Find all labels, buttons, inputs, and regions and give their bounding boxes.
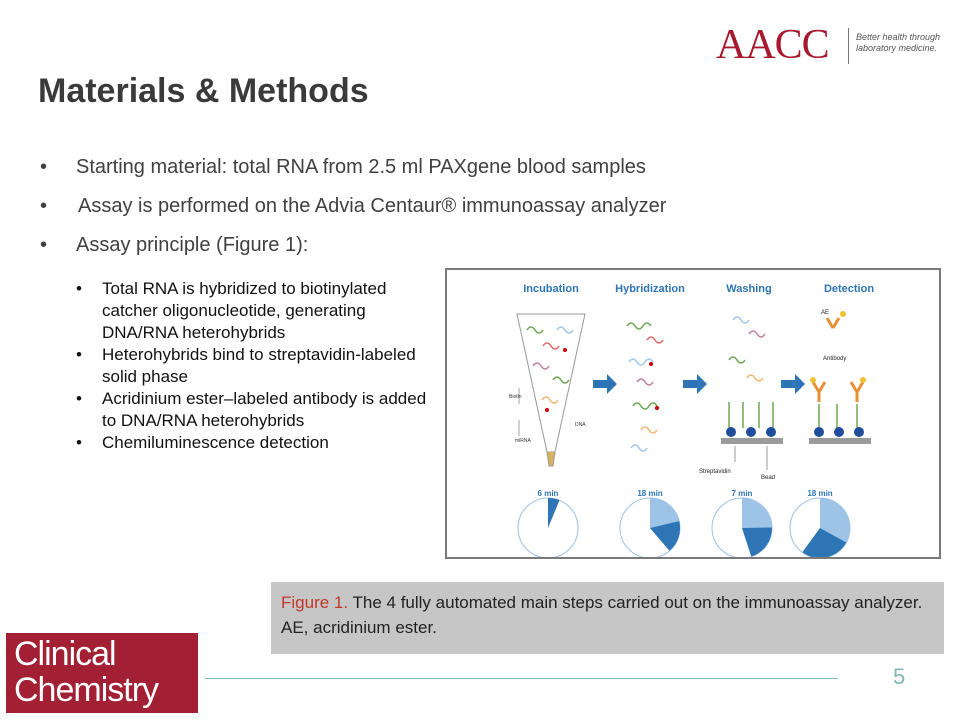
aacc-tagline-line1: Better health through [856, 32, 941, 42]
assay-figure [445, 268, 941, 559]
slide-title: Materials & Methods [38, 72, 369, 110]
caption-text [281, 590, 936, 640]
step-incubation-label: Incubation [523, 283, 579, 295]
journal-logo-line2: Chemistry [14, 671, 159, 709]
time-label-detection: 18 min [807, 489, 833, 498]
label-ae: AE [821, 310, 830, 316]
sub-bullet-item [76, 344, 438, 388]
bullet-dot: • [40, 234, 48, 256]
bullet-text: Assay principle (Figure 1): [76, 234, 309, 256]
aacc-logo-wordmark: AACC [716, 22, 829, 68]
assay-diagram [447, 270, 939, 557]
sub-bullet-item [76, 432, 438, 454]
step-detection-label: Detection [823, 283, 875, 295]
bullet-dot: • [40, 156, 48, 178]
step-arrows [593, 374, 805, 394]
arrow-hybridization-washing-icon [683, 374, 707, 394]
time-label-hybridization: 18 min [637, 489, 663, 498]
caption-label: Figure 1. [281, 593, 349, 612]
washing-illustration [699, 317, 783, 481]
sub-bullet-item [76, 278, 438, 344]
time-pies [518, 498, 850, 557]
sub-bullet-text: Acridinium ester–labeled antibody is added to DNA/RNA heterohybrids [102, 389, 427, 430]
bullet-dot: • [40, 195, 48, 217]
aacc-tagline [856, 32, 940, 54]
label-streptavidin: Streptavidin [699, 469, 731, 475]
bullet-text: Assay is performed on the Advia Centaur® immunoassay analyzer [78, 195, 667, 217]
label-antibody: Antibody [823, 356, 847, 362]
step-hybridization-label: Hybridization [615, 283, 685, 295]
sub-bullet-dot: • [76, 433, 82, 452]
label-bead: Bead [761, 475, 776, 481]
step-washing-label: Washing [726, 283, 772, 295]
figure-caption [271, 582, 944, 654]
aacc-tagline-line2: laboratory medicine. [856, 43, 938, 53]
time-label-incubation: 6 min [537, 489, 559, 498]
bullet-text: Starting material: total RNA from 2.5 ml PAXgene blood samples [76, 156, 646, 178]
caption-body: The 4 fully automated main steps carried out on the immunoassay analyzer. AE, acridinium ester. [281, 593, 923, 637]
detection-illustration [809, 310, 871, 444]
sub-bullet-list [76, 278, 438, 454]
footer-divider [205, 678, 838, 679]
label-dna: DNA [575, 422, 586, 428]
incubation-tube-illustration [509, 314, 586, 466]
sub-bullet-dot: • [76, 345, 82, 364]
aacc-logo [716, 22, 946, 68]
logo-divider [848, 28, 849, 64]
arrow-washing-detection-icon [781, 374, 805, 394]
sub-bullet-text: Total RNA is hybridized to biotinylated catcher oligonucleotide, generating DNA/RNA heterohybrids [102, 279, 387, 342]
sub-bullet-dot: • [76, 279, 82, 298]
time-label-washing: 7 min [731, 489, 753, 498]
hybridization-illustration [627, 323, 663, 451]
label-biotin: Biotin [509, 394, 522, 400]
clinical-chemistry-logo [6, 633, 198, 713]
sub-bullet-text: Chemiluminescence detection [102, 433, 329, 452]
arrow-incubation-hybridization-icon [593, 374, 617, 394]
sub-bullet-item [76, 388, 438, 432]
label-mirna: miRNA [515, 438, 531, 444]
journal-logo-line1: Clinical [14, 635, 116, 673]
sub-bullet-text: Heterohybrids bind to streptavidin-labeled solid phase [102, 345, 416, 386]
sub-bullet-dot: • [76, 389, 82, 408]
page-number: 5 [893, 664, 906, 689]
